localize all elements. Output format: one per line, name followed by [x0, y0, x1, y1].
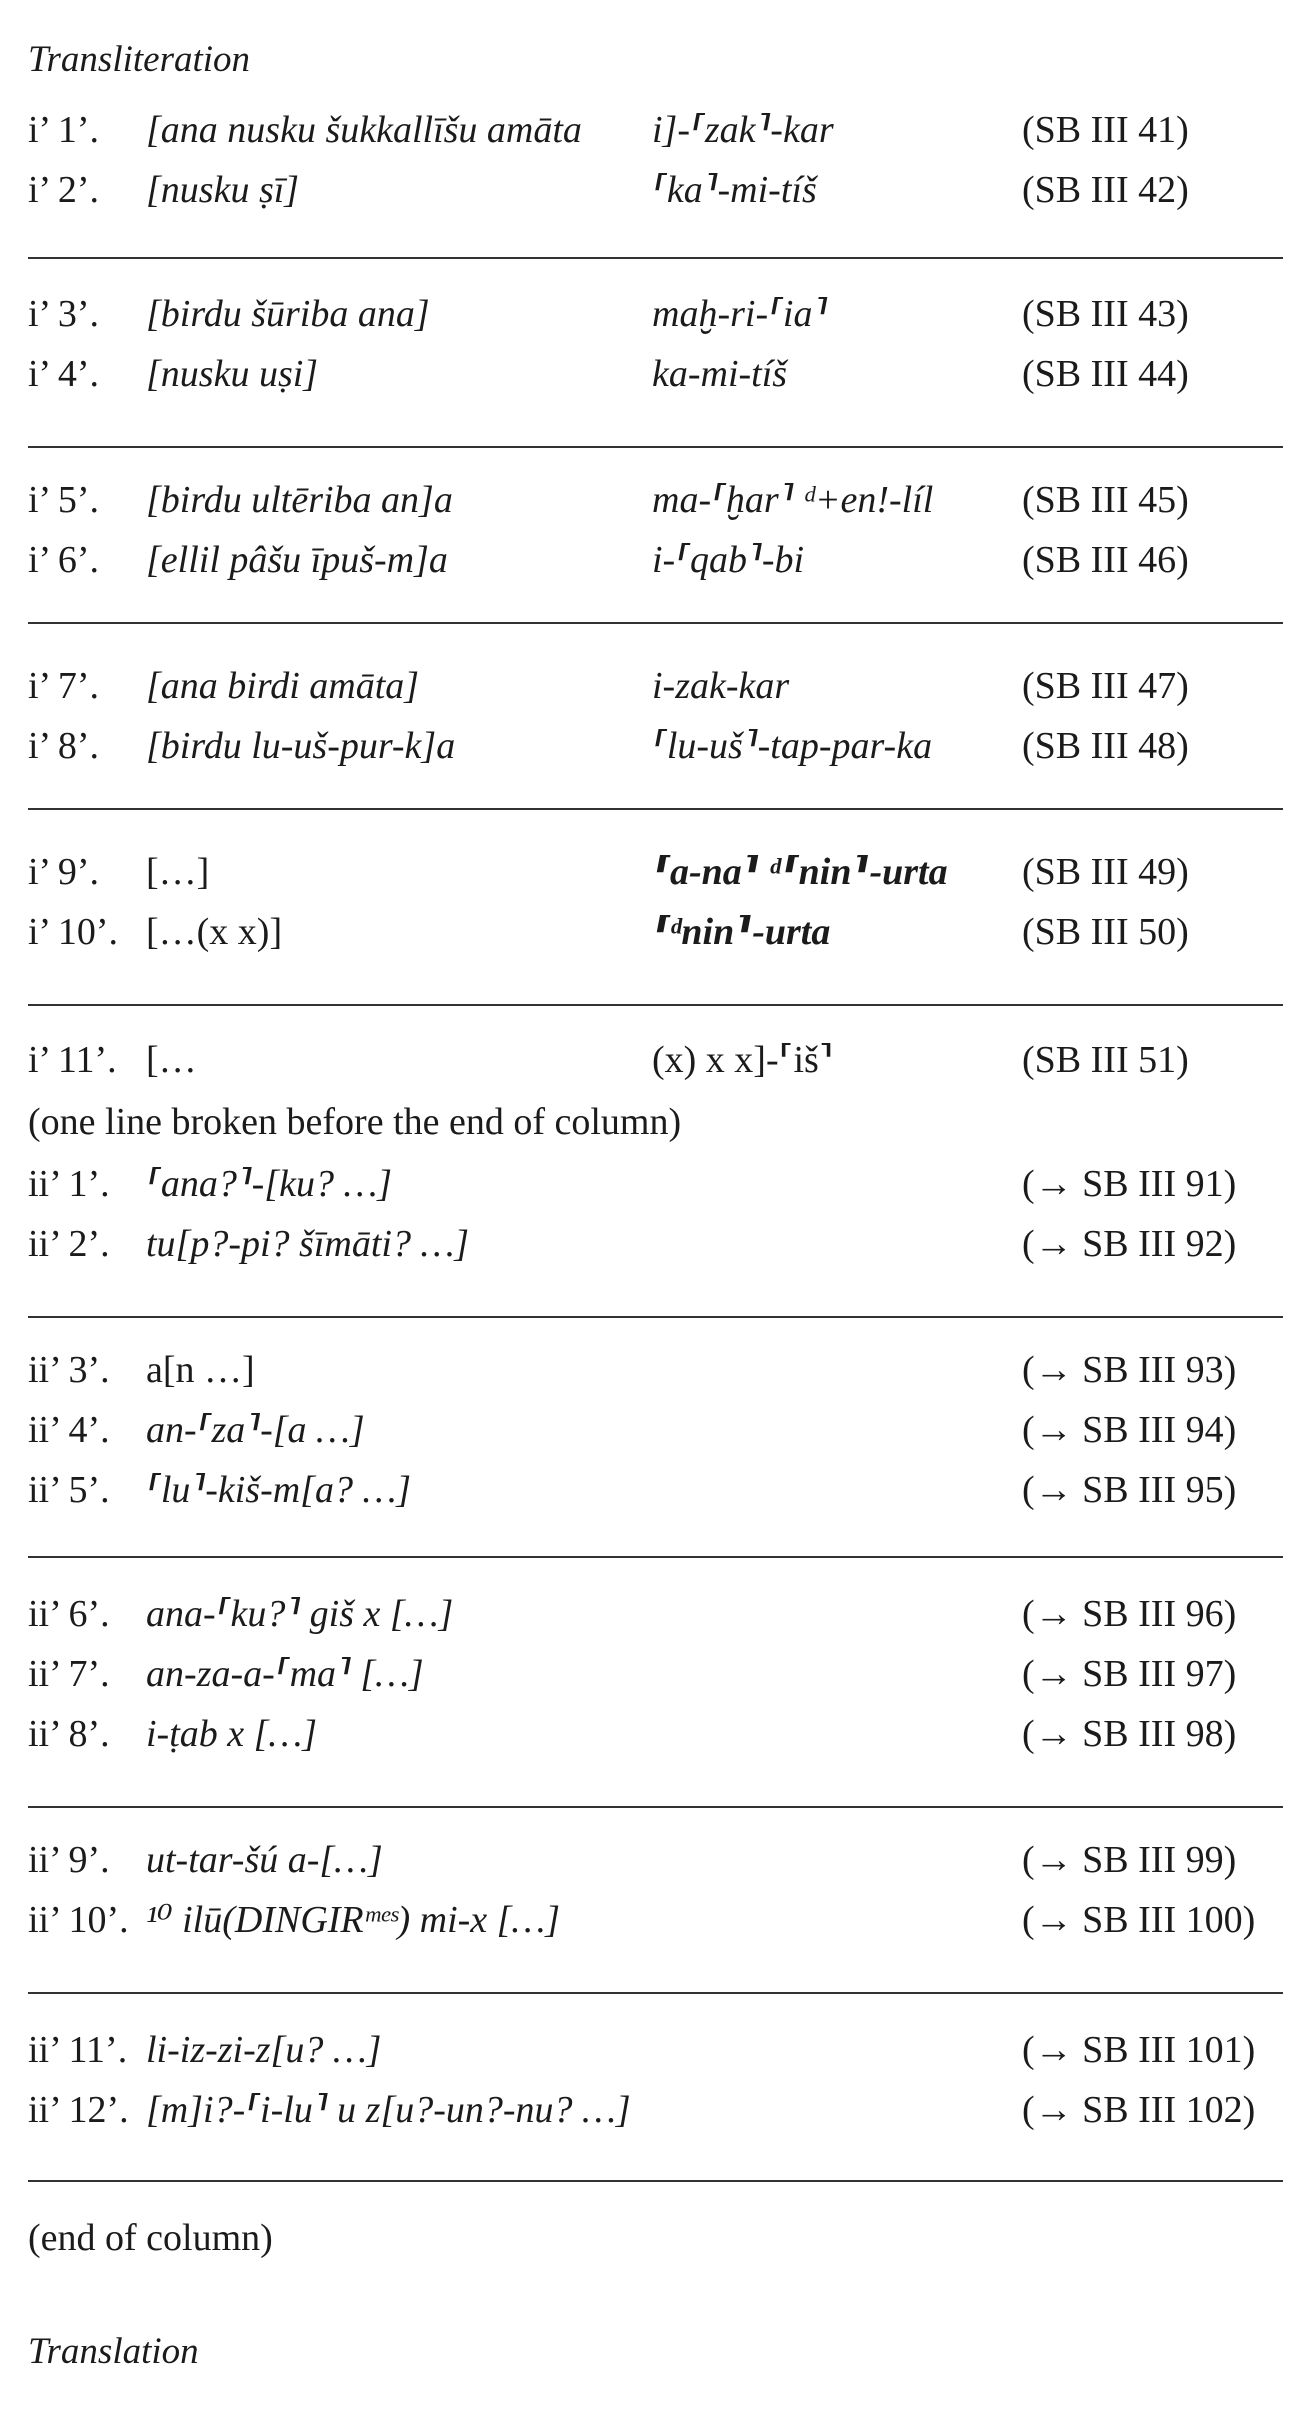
line-reference: (→ SB III 95) [1022, 1469, 1237, 1511]
line-number: i’ 1’. [28, 109, 100, 151]
cuneiform-transliteration: i]-⸢zak⸣-kar [652, 109, 834, 151]
line-reference: (→ SB III 97) [1022, 1653, 1237, 1695]
end-of-column-note: (end of column) [28, 2217, 273, 2259]
normalized-text: [nusku uṣi] [146, 353, 319, 395]
line-row [0, 1400, 1307, 1460]
line-number: i’ 5’. [28, 479, 100, 521]
section-divider [28, 257, 1283, 259]
transliteration-text: an-za-a-⸢ma⸣ […] [146, 1653, 424, 1695]
line-number: ii’ 1’. [28, 1163, 110, 1205]
normalized-text: […] [146, 851, 210, 893]
line-row [0, 656, 1307, 716]
section-divider [28, 622, 1283, 624]
line-row [0, 284, 1307, 344]
line-reference: (→ SB III 100) [1022, 1899, 1256, 1941]
line-row [0, 1644, 1307, 1704]
line-reference: (→ SB III 94) [1022, 1409, 1237, 1451]
line-reference: (SB III 45) [1022, 479, 1189, 521]
line-number: i’ 6’. [28, 539, 100, 581]
line-row [0, 1584, 1307, 1644]
line-row [0, 100, 1307, 160]
transliteration-text: ¹⁰ ilū(DINGIRᵐᵉˢ) mi-x […] [146, 1899, 561, 1941]
cuneiform-transliteration: (x) x x]-⸢iš⸣ [652, 1039, 834, 1081]
line-number: ii’ 11’. [28, 2029, 128, 2071]
cuneiform-transliteration: maḫ-ri-⸢ia⸣ [652, 293, 828, 335]
line-number: i’ 9’. [28, 851, 100, 893]
line-row [0, 842, 1307, 902]
line-number: ii’ 10’. [28, 1899, 129, 1941]
line-row [0, 530, 1307, 590]
line-reference: (→ SB III 91) [1022, 1163, 1237, 1205]
line-number: ii’ 2’. [28, 1223, 110, 1265]
line-row [0, 1340, 1307, 1400]
heading-transliteration: Transliteration [28, 39, 251, 80]
line-reference: (SB III 48) [1022, 725, 1189, 767]
transliteration-text: a[n …] [146, 1349, 255, 1391]
line-row [0, 1030, 1307, 1090]
section-divider [28, 446, 1283, 448]
line-reference: (→ SB III 101) [1022, 2029, 1256, 2071]
heading-translation: Translation [28, 2331, 199, 2372]
line-row [0, 1830, 1307, 1890]
line-reference: (SB III 43) [1022, 293, 1189, 335]
line-number: ii’ 8’. [28, 1713, 110, 1755]
line-row [0, 1890, 1307, 1950]
normalized-text: [… [146, 1039, 197, 1081]
line-number: i’ 4’. [28, 353, 100, 395]
line-reference: (→ SB III 99) [1022, 1839, 1237, 1881]
line-reference: (SB III 46) [1022, 539, 1189, 581]
normalized-text: [ana nusku šukkallīšu amāta [146, 109, 582, 151]
line-number: ii’ 7’. [28, 1653, 110, 1695]
line-row [0, 902, 1307, 962]
line-number: ii’ 6’. [28, 1593, 110, 1635]
section-divider [28, 1806, 1283, 1808]
section-divider [28, 1992, 1283, 1994]
cuneiform-transliteration: i-zak-kar [652, 665, 790, 707]
line-number: i’ 11’. [28, 1039, 117, 1081]
line-reference: (SB III 50) [1022, 911, 1189, 953]
cuneiform-transliteration: ⸢ka⸣-mi-tíš [652, 169, 817, 211]
transliteration-text: tu[p?-pi? šīmāti? …] [146, 1223, 470, 1265]
line-number: i’ 7’. [28, 665, 100, 707]
transliteration-text: i-ṭab x […] [146, 1713, 317, 1755]
line-reference: (SB III 41) [1022, 109, 1189, 151]
line-reference: (SB III 42) [1022, 169, 1189, 211]
transliteration-text: [m]i?-⸢i-lu⸣ u z[u?-un?-nu? …] [146, 2089, 631, 2131]
section-divider [28, 1556, 1283, 1558]
line-number: i’ 10’. [28, 911, 119, 953]
transliteration-text: ut-tar-šú a-[…] [146, 1839, 383, 1881]
line-reference: (SB III 49) [1022, 851, 1189, 893]
line-row [0, 1704, 1307, 1764]
cuneiform-transliteration: ka-mi-tíš [652, 353, 788, 395]
normalized-text: [birdu ultēriba an]a [146, 479, 453, 521]
line-row [0, 160, 1307, 220]
line-number: ii’ 5’. [28, 1469, 110, 1511]
cuneiform-transliteration: ⸢ᵈnin⸣-urta [652, 911, 831, 953]
normalized-text: [nusku ṣī] [146, 169, 300, 211]
normalized-text: [ana birdi amāta] [146, 665, 420, 707]
line-row [0, 2020, 1307, 2080]
line-reference: (→ SB III 92) [1022, 1223, 1237, 1265]
cuneiform-transliteration: i-⸢qab⸣-bi [652, 539, 805, 581]
section-divider [28, 808, 1283, 810]
line-reference: (SB III 44) [1022, 353, 1189, 395]
section-divider [28, 1316, 1283, 1318]
line-number: ii’ 3’. [28, 1349, 110, 1391]
line-number: ii’ 4’. [28, 1409, 110, 1451]
transliteration-text: ⸢lu⸣-kiš-m[a? …] [146, 1469, 412, 1511]
broken-lines-note: (one line broken before the end of column) [28, 1101, 682, 1143]
line-number: i’ 3’. [28, 293, 100, 335]
line-reference: (→ SB III 98) [1022, 1713, 1237, 1755]
line-row [0, 2080, 1307, 2140]
line-number: i’ 2’. [28, 169, 100, 211]
line-row [0, 1460, 1307, 1520]
cuneiform-transliteration: ⸢lu-uš⸣-tap-par-ka [652, 725, 933, 767]
normalized-text: [birdu šūriba ana] [146, 293, 430, 335]
transliteration-text: li-iz-zi-z[u? …] [146, 2029, 382, 2071]
section-divider [28, 2180, 1283, 2182]
line-number: ii’ 12’. [28, 2089, 129, 2131]
transliteration-text: ana-⸢ku?⸣ giš x […] [146, 1593, 454, 1635]
line-row [0, 1214, 1307, 1274]
line-row [0, 1154, 1307, 1214]
line-row [0, 716, 1307, 776]
normalized-text: [ellil pâšu īpuš-m]a [146, 539, 448, 581]
normalized-text: [birdu lu-uš-pur-k]a [146, 725, 456, 767]
section-divider [28, 1004, 1283, 1006]
line-reference: (→ SB III 93) [1022, 1349, 1237, 1391]
line-row [0, 344, 1307, 404]
line-row [0, 470, 1307, 530]
normalized-text: […(x x)] [146, 911, 283, 953]
line-number: ii’ 9’. [28, 1839, 110, 1881]
line-reference: (→ SB III 96) [1022, 1593, 1237, 1635]
line-reference: (→ SB III 102) [1022, 2089, 1256, 2131]
cuneiform-transliteration: ma-⸢ḫar⸣ ᵈ+en!-líl [652, 479, 934, 521]
line-reference: (SB III 47) [1022, 665, 1189, 707]
transliteration-text: an-⸢za⸣-[a …] [146, 1409, 365, 1451]
line-number: i’ 8’. [28, 725, 100, 767]
line-reference: (SB III 51) [1022, 1039, 1189, 1081]
cuneiform-transliteration: ⸢a-na⸣ ᵈ⸢nin⸣-urta [652, 851, 948, 893]
transliteration-text: ⸢ana?⸣-[ku? …] [146, 1163, 393, 1205]
